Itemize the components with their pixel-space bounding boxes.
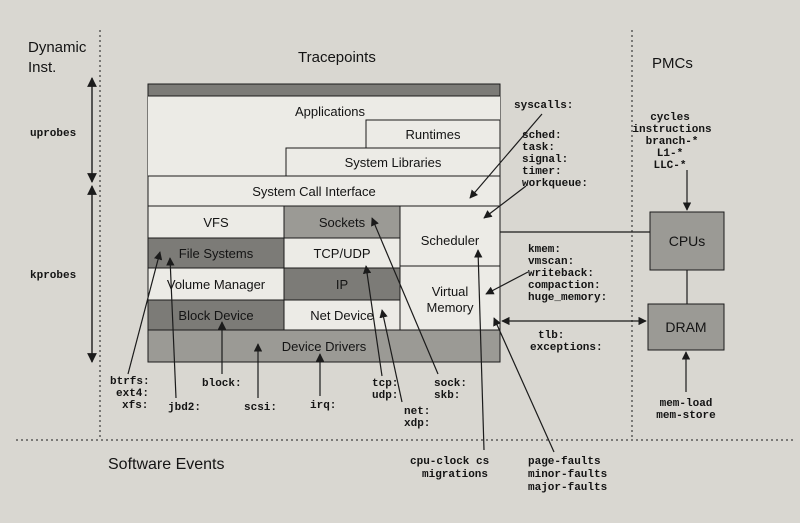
cpu-clock-cs-label: cpu-clock cs [410, 456, 490, 468]
xdp-label: xdp: [404, 418, 431, 430]
udp-label: udp: [372, 390, 399, 402]
compaction-label: compaction: [528, 280, 601, 292]
cpus-label: CPUs [668, 233, 706, 249]
virtual-memory-label-line1: Virtual [431, 284, 469, 299]
jbd2-label: jbd2: [168, 402, 202, 414]
sock-label: sock: [434, 378, 468, 390]
btrfs-label: btrfs: [110, 376, 150, 388]
syscalls-label: syscalls: [514, 100, 574, 112]
runtimes-label: Runtimes [405, 127, 461, 142]
pmc-instructions-label: instructions [632, 124, 712, 136]
signal-label: signal: [522, 154, 569, 166]
workqueue-label: workqueue: [522, 178, 589, 190]
vmscan-label: vmscan: [528, 256, 575, 268]
net-label: net: [404, 406, 431, 418]
xfs-label: xfs: [122, 400, 149, 412]
major-faults-label: major-faults [528, 482, 608, 494]
task-label: task: [522, 142, 556, 154]
tcp-udp-label: TCP/UDP [313, 246, 371, 261]
pmc-mem-store-label: mem-store [656, 410, 716, 422]
virtual-memory-label-line2: Memory [426, 300, 474, 315]
system-call-interface-label: System Call Interface [252, 184, 376, 199]
applications-label: Applications [294, 104, 366, 119]
ip-label: IP [335, 277, 349, 292]
block-device-label: Block Device [178, 308, 254, 323]
huge-memory-label: huge_memory: [528, 292, 608, 304]
minor-faults-label: minor-faults [528, 469, 608, 481]
timer-label: timer: [522, 166, 562, 178]
writeback-label: writeback: [528, 268, 595, 280]
dynamic-inst-header-line1: Dynamic [28, 39, 87, 56]
irq-label: irq: [310, 400, 337, 412]
scsi-label: scsi: [244, 402, 278, 414]
pmc-l1-label: L1-* [656, 148, 684, 160]
system-libraries-label: System Libraries [344, 155, 442, 170]
pmc-branch-label: branch-* [645, 136, 699, 148]
software-events-header: Software Events [108, 456, 225, 473]
kprobes-label: kprobes [30, 270, 77, 282]
dram-label: DRAM [665, 319, 707, 335]
skb-label: skb: [434, 390, 461, 402]
uprobes-label: uprobes [30, 128, 77, 140]
pmc-mem-load-label: mem-load [659, 398, 713, 410]
scheduler-label: Scheduler [420, 233, 480, 248]
tlb-label: tlb: [538, 330, 565, 342]
ext4-label: ext4: [116, 388, 150, 400]
device-drivers-label: Device Drivers [281, 339, 367, 354]
exceptions-label: exceptions: [530, 342, 603, 354]
tracepoints-header: Tracepoints [298, 49, 376, 66]
pmc-cycles-label: cycles [650, 112, 690, 124]
migrations-label: migrations [422, 469, 489, 481]
file-systems-label: File Systems [178, 246, 254, 261]
pmc-llc-label: LLC-* [653, 160, 687, 172]
kmem-label: kmem: [528, 244, 562, 256]
dynamic-inst-header-line2: Inst. [28, 59, 57, 76]
sockets-label: Sockets [318, 215, 366, 230]
block-label: block: [202, 378, 242, 390]
net-device-label: Net Device [310, 308, 374, 323]
vfs-label: VFS [203, 215, 229, 230]
volume-manager-label: Volume Manager [166, 277, 266, 292]
tcp-label: tcp: [372, 378, 399, 390]
pmcs-header: PMCs [652, 55, 693, 72]
sched-label: sched: [522, 130, 562, 142]
page-faults-label: page-faults [528, 456, 601, 468]
